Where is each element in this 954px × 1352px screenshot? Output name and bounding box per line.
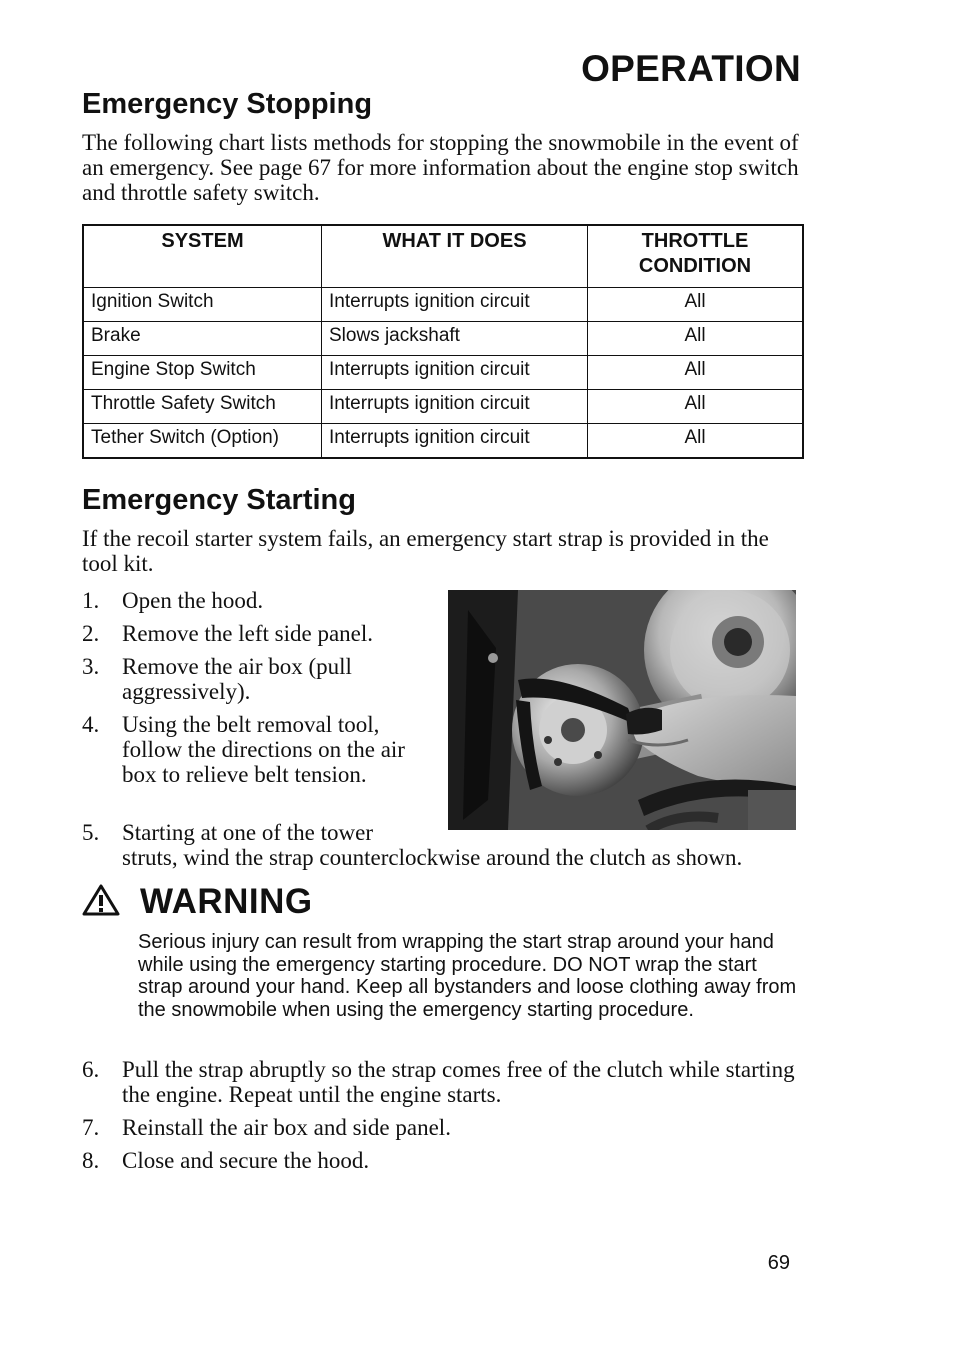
list-item xyxy=(82,1115,804,1140)
stopping-methods-table xyxy=(82,224,804,459)
emergency-stopping-intro: The following chart lists methods for stopping the snowmobile in the event of an emergency. See page 67 for more information about the engine stop switch and throttle safety switch. xyxy=(82,130,799,205)
table-cell-system: Tether Switch (Option) xyxy=(83,424,322,459)
step-number: 1. xyxy=(82,588,100,613)
table-row xyxy=(83,390,803,424)
step-number: 8. xyxy=(82,1148,100,1173)
step-number: 4. xyxy=(82,712,100,737)
step-text-line: struts, wind the strap counterclockwise around the clutch as shown. xyxy=(122,845,743,870)
list-item xyxy=(82,588,412,613)
table-cell-throttle: All xyxy=(588,390,804,424)
step-text: Using the belt removal tool, follow the directions on the air box to relieve belt tension. xyxy=(122,712,405,787)
table-cell-function: Interrupts ignition circuit xyxy=(322,288,588,322)
page-section-header: OPERATION xyxy=(581,48,801,89)
list-item xyxy=(82,621,412,646)
table-cell-throttle: All xyxy=(588,424,804,459)
emergency-starting-heading: Emergency Starting xyxy=(82,484,356,516)
table-cell-throttle: All xyxy=(588,288,804,322)
step-number: 6. xyxy=(82,1057,100,1082)
table-row xyxy=(83,322,803,356)
table-cell-function: Slows jackshaft xyxy=(322,322,588,356)
table-cell-throttle: All xyxy=(588,322,804,356)
step-text: Reinstall the air box and side panel. xyxy=(122,1115,451,1140)
step-number: 2. xyxy=(82,621,100,646)
column-header-throttle-condition: THROTTLE CONDITION xyxy=(588,225,804,288)
table-cell-function: Interrupts ignition circuit xyxy=(322,390,588,424)
step-number: 3. xyxy=(82,654,100,679)
list-item xyxy=(82,654,412,704)
starting-steps-list xyxy=(82,588,412,795)
list-item xyxy=(82,712,412,787)
starting-steps-list-continued xyxy=(82,1057,804,1181)
step-text: Remove the left side panel. xyxy=(122,621,374,646)
table-row xyxy=(83,424,803,459)
table-cell-throttle: All xyxy=(588,356,804,390)
emergency-stopping-heading: Emergency Stopping xyxy=(82,88,373,120)
table-cell-function: Interrupts ignition circuit xyxy=(322,356,588,390)
warning-body: Serious injury can result from wrapping the start strap around your hand while using the emergency starting procedure. DO NOT wrap the start strap around your hand. Keep all bystanders and loose clothing away from the snowmobile when using the emergency starting procedure. xyxy=(138,931,797,1021)
step-text-line: Starting at one of the tower xyxy=(122,820,374,845)
emergency-starting-intro: If the recoil starter system fails, an emergency start strap is provided in the tool kit. xyxy=(82,526,769,576)
table-cell-system: Brake xyxy=(83,322,322,356)
warning-title: WARNING xyxy=(140,882,313,921)
table-cell-system: Ignition Switch xyxy=(83,288,322,322)
table-row xyxy=(83,356,803,390)
warning-header xyxy=(82,882,313,922)
column-header-what-it-does: WHAT IT DOES xyxy=(322,225,588,288)
table-cell-system: Throttle Safety Switch xyxy=(83,390,322,424)
list-item xyxy=(82,1148,804,1173)
list-item xyxy=(82,1057,804,1107)
page-number: 69 xyxy=(767,1252,790,1274)
step-text: Close and secure the hood. xyxy=(122,1148,370,1173)
step-text: Open the hood. xyxy=(122,588,264,613)
table-header-row xyxy=(83,225,803,288)
step-number: 7. xyxy=(82,1115,100,1140)
column-header-system: SYSTEM xyxy=(83,225,322,288)
step-text: Remove the air box (pull aggressively). xyxy=(122,654,352,704)
step-text: Pull the strap abruptly so the strap comes free of the clutch while starting the engine. Repeat until the engine starts. xyxy=(122,1057,795,1107)
table-cell-system: Engine Stop Switch xyxy=(83,356,322,390)
table-cell-function: Interrupts ignition circuit xyxy=(322,424,588,459)
step-number: 5. xyxy=(82,820,100,845)
table-row xyxy=(83,288,803,322)
warning-triangle-icon xyxy=(82,884,120,921)
clutch-strap-photo xyxy=(448,590,796,830)
